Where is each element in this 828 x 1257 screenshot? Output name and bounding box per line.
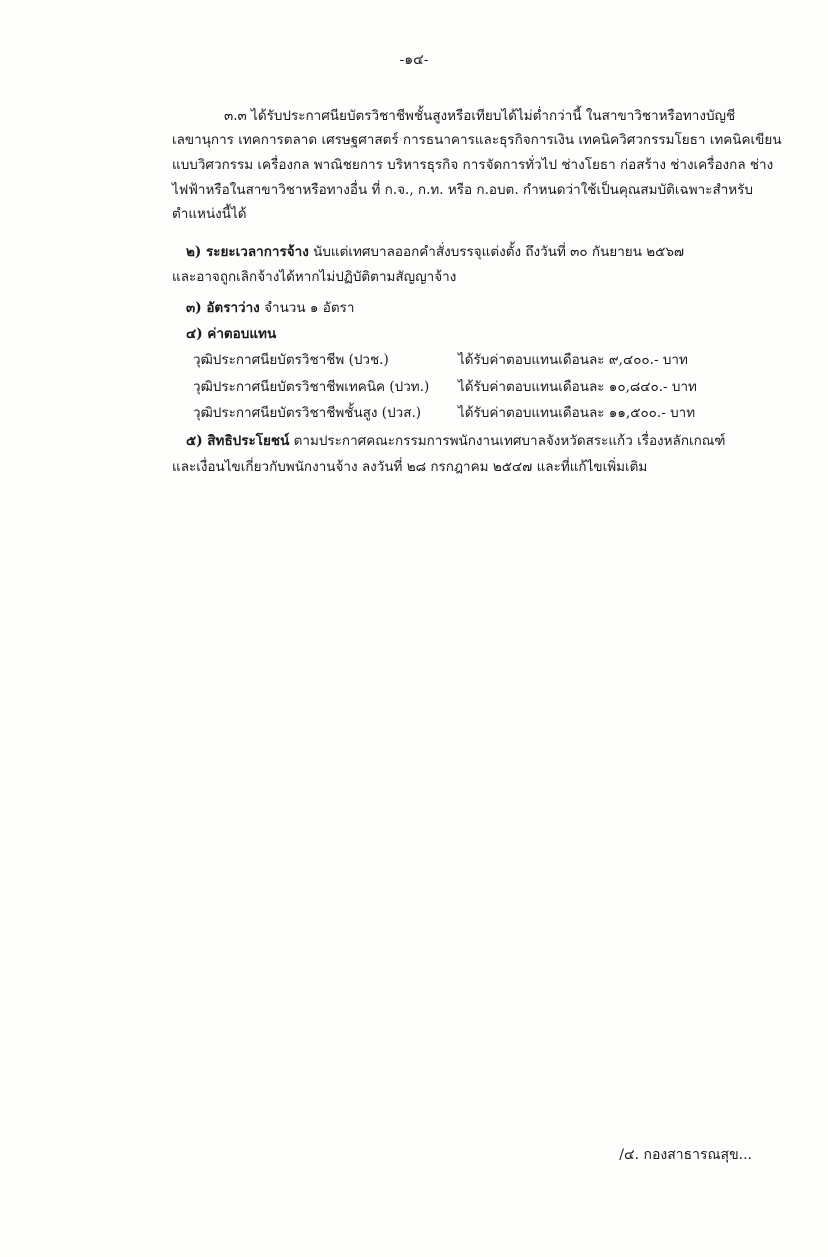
item-5-text: ตามประกาศคณะกรรมการพนักงานเทศบาลจังหวัดสระแก้ว เรื่องหลักเกณฑ์ <box>289 433 726 449</box>
section-3-3-line-2: เลขานุการ เทคการตลาด เศรษฐศาสตร์ การธนาคารและธุรกิจการเงิน เทคนิควิศวกรรมโยธา เทคนิคเขียน <box>172 132 782 148</box>
section-3-3-line-5: ตำแหน่งนี้ได้ <box>172 206 247 222</box>
salary-pay-1: ได้รับค่าตอบแทนเดือนละ ๙,๔๐๐.- บาท <box>458 352 688 368</box>
salary-pay-2: ได้รับค่าตอบแทนเดือนละ ๑๐,๘๔๐.- บาท <box>458 379 697 395</box>
item-2-continuation: และอาจถูกเลิกจ้างได้หากไม่ปฏิบัติตามสัญญาจ้าง <box>172 269 457 285</box>
item-5-continuation: และเงื่อนไขเกี่ยวกับพนักงานจ้าง ลงวันที่ ๒๘ กรกฎาคม ๒๕๔๗ และที่แก้ไขเพิ่มเติม <box>172 459 648 475</box>
salary-qualification-2: วุฒิประกาศนียบัตรวิชาชีพเทคนิค (ปวท.) <box>193 379 430 395</box>
footer-continuation: /๔. กองสาธารณสุข... <box>619 1147 752 1163</box>
item-3-line <box>186 298 354 318</box>
item-3-heading: ๓) อัตราว่าง <box>186 300 260 316</box>
item-4-heading: ๔) ค่าตอบแทน <box>186 326 277 342</box>
item-2-line <box>186 242 684 262</box>
section-3-3-line-1: ๓.๓ ได้รับประกาศนียบัตรวิชาชีพชั้นสูงหรือเทียบได้ไม่ต่ำกว่านี้ ในสาขาวิชาหรือทางบัญชี <box>224 108 736 124</box>
item-3-text: จำนวน ๑ อัตรา <box>259 300 355 316</box>
item-2-heading: ๒) ระยะเวลาการจ้าง <box>186 244 309 260</box>
item-2-text: นับแต่เทศบาลออกคำสั่งบรรจุแต่งตั้ง ถึงวันที่ ๓๐ กันยายน ๒๕๖๗ <box>308 244 685 260</box>
item-5-line <box>186 431 726 451</box>
salary-qualification-1: วุฒิประกาศนียบัตรวิชาชีพ (ปวช.) <box>193 352 389 368</box>
section-3-3-line-4: ไฟฟ้าหรือในสาขาวิชาหรือทางอื่น ที่ ก.จ., ก.ท. หรือ ก.อบต. กำหนดว่าใช้เป็นคุณสมบัติเฉพาะสำหรับ <box>172 182 753 198</box>
item-5-heading: ๕) สิทธิประโยชน์ <box>186 433 290 449</box>
section-3-3-line-3: แบบวิศวกรรม เครื่องกล พาณิชยการ บริหารธุรกิจ การจัดการทั่วไป ช่างโยธา ก่อสร้าง ช่างเครื่องกล ช่าง <box>172 157 774 173</box>
salary-qualification-3: วุฒิประกาศนียบัตรวิชาชีพชั้นสูง (ปวส.) <box>193 405 422 421</box>
salary-pay-3: ได้รับค่าตอบแทนเดือนละ ๑๑,๕๐๐.- บาท <box>458 405 696 421</box>
page-number: -๑๔- <box>399 52 429 68</box>
